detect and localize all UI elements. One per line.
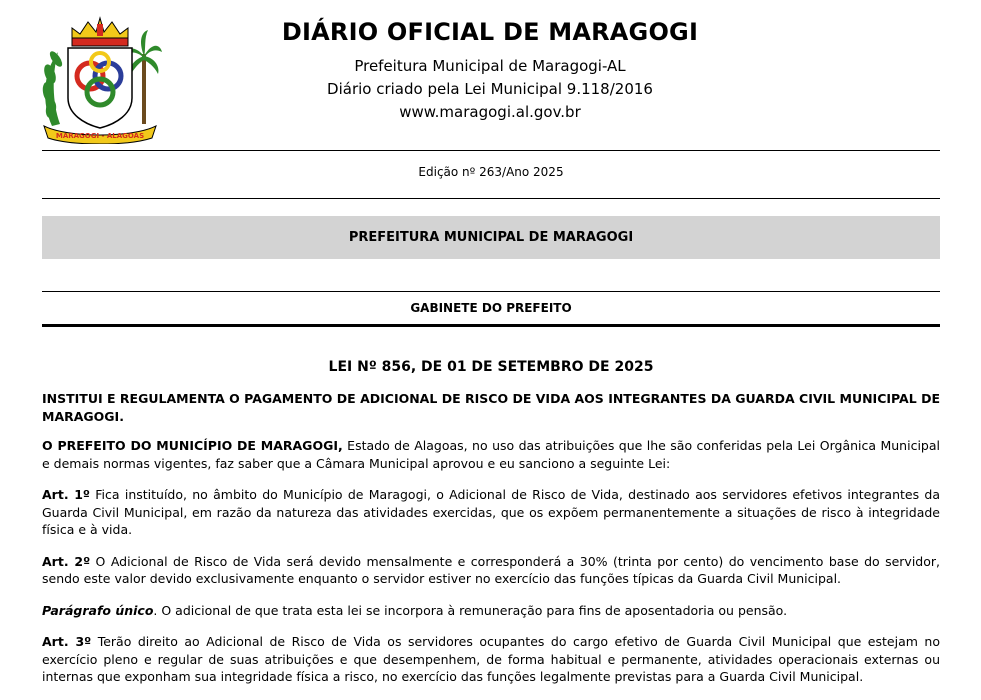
article-label: Art. 1º [42,487,90,502]
header-divider [42,150,940,151]
article-text: Fica instituído, no âmbito do Município de Maragogi, o Adicional de Risco de Vida, destinado aos servidores efetivos integrantes da Guarda Civil Municipal, em razão da natureza das atividades exercidas, que os expõem permanentemente a situações de risco à integridade física e à vida. [42,487,940,537]
preamble-lead: O PREFEITO DO MUNICÍPIO DE MARAGOGI, [42,438,343,453]
gazette-title: DIÁRIO OFICIAL DE MARAGOGI [281,18,699,46]
paragraph-text: . O adicional de que trata esta lei se incorpora à remuneração para fins de aposentadoria ou pensão. [153,602,788,618]
article-text: O Adicional de Risco de Vida será devido mensalmente e corresponderá a 30% (trinta por cento) do vencimento base do servidor, sendo este valor devido exclusivamente enquanto o servidor estiver no exercício das funções típicas da Guarda Civil Municipal. [42,553,940,586]
preamble-text: Estado de Alagoas, no uso das atribuições que lhe são conferidas pela Lei Orgânica Municipal e demais normas vigentes, faz saber que a Câmara Municipal aprovou e eu sanciono a seguinte Lei: [42,438,940,471]
section-top-divider [42,291,940,292]
article-2 [42,553,940,588]
paragraph-label: Parágrafo único [42,602,154,618]
article-label: Art. 2º [42,553,91,569]
article-3 [42,633,940,686]
maragogi-coat-of-arms-logo [38,14,162,144]
article-label: Art. 3º [42,634,92,649]
gazette-creation-law: Diário criado pela Lei Municipal 9.118/2016 [327,80,653,98]
article-1 [42,486,940,539]
article-text: Terão direito ao Adicional de Risco de Vida os servidores ocupantes do cargo efetivo de Guarda Civil Municipal que estejam no exercício pleno e regular de suas atribuições e que desempenhem, de forma habitual e permanente, atividades operacionais externas ou internas que exponham sua integridade física a risco, no exercício das funções legalmente previstas para a Guarda Civil Municipal. [42,634,940,684]
edition-number: Edição nº 263/Ano 2025 [418,165,564,179]
section-bottom-divider [42,324,940,327]
edition-divider [42,198,940,199]
law-ementa: INSTITUI E REGULAMENTA O PAGAMENTO DE ADICIONAL DE RISCO DE VIDA AOS INTEGRANTES DA GUARDA CIVIL MUNICIPAL DE MARAGOGI. [42,391,940,424]
law-title: LEI Nº 856, DE 01 DE SETEMBRO DE 2025 [328,359,654,375]
law-body [42,390,940,700]
section-heading: GABINETE DO PREFEITO [410,301,572,315]
gazette-subtitle: Prefeitura Municipal de Maragogi-AL [354,57,626,75]
masthead [0,0,981,150]
gazette-website: www.maragogi.al.gov.br [399,103,581,121]
organization-banner [42,216,940,259]
law-preamble [42,437,940,472]
organization-name: PREFEITURA MUNICIPAL DE MARAGOGI [348,230,634,245]
logo-ribbon-text: MARAGOGI - ALAGOAS [55,132,145,140]
paragrafo-unico [42,602,940,620]
